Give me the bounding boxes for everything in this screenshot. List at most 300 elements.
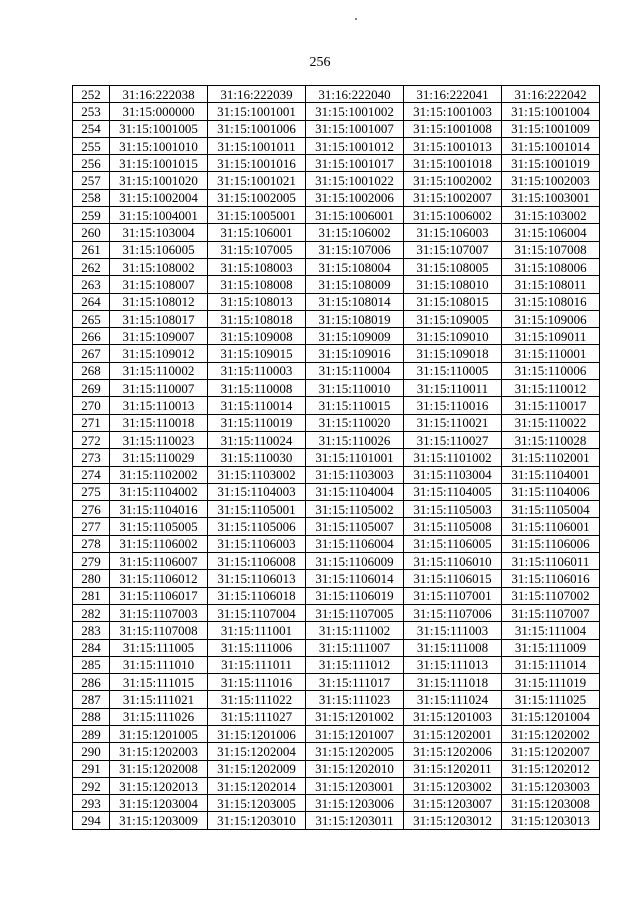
row-number-cell: 281 (73, 587, 110, 604)
cadastral-code-cell: 31:15:107007 (404, 241, 502, 258)
table-row (73, 674, 600, 691)
table-row (73, 103, 600, 120)
cadastral-code-cell: 31:15:1106012 (110, 570, 208, 587)
row-number-cell: 277 (73, 518, 110, 535)
cadastral-code-cell: 31:15:110005 (404, 362, 502, 379)
table-row (73, 725, 600, 742)
cadastral-code-cell: 31:15:1101002 (404, 449, 502, 466)
table-row (73, 535, 600, 552)
cadastral-code-cell: 31:15:1006002 (404, 207, 502, 224)
cadastral-code-cell: 31:15:111019 (502, 674, 600, 691)
cadastral-code-cell: 31:15:1106015 (404, 570, 502, 587)
cadastral-code-cell: 31:15:1202013 (110, 777, 208, 794)
table-row (73, 431, 600, 448)
cadastral-code-cell: 31:15:111011 (208, 656, 306, 673)
cadastral-code-cell: 31:15:1104005 (404, 483, 502, 500)
cadastral-code-cell: 31:15:1106007 (110, 553, 208, 570)
cadastral-code-cell: 31:15:110001 (502, 345, 600, 362)
cadastral-code-cell: 31:15:1106019 (306, 587, 404, 604)
table-row (73, 224, 600, 241)
cadastral-code-cell: 31:15:109009 (306, 328, 404, 345)
cadastral-code-cell: 31:15:1107008 (110, 622, 208, 639)
table-row (73, 328, 600, 345)
cadastral-code-cell: 31:15:110016 (404, 397, 502, 414)
cadastral-code-cell: 31:15:1201006 (208, 725, 306, 742)
cadastral-code-cell: 31:15:1107002 (502, 587, 600, 604)
cadastral-code-cell: 31:15:1203004 (110, 795, 208, 812)
cadastral-code-cell: 31:16:222042 (502, 86, 600, 103)
cadastral-code-cell: 31:15:111026 (110, 708, 208, 725)
cadastral-code-cell: 31:15:1106017 (110, 587, 208, 604)
cadastral-code-cell: 31:15:1001007 (306, 120, 404, 137)
table-row (73, 414, 600, 431)
row-number-cell: 282 (73, 604, 110, 621)
cadastral-code-cell: 31:15:109006 (502, 310, 600, 327)
cadastral-code-cell: 31:15:110013 (110, 397, 208, 414)
cadastral-code-cell: 31:15:1105002 (306, 501, 404, 518)
table-row (73, 310, 600, 327)
cadastral-code-cell: 31:15:1001005 (110, 120, 208, 137)
table-row (73, 120, 600, 137)
cadastral-code-cell: 31:15:1107006 (404, 604, 502, 621)
cadastral-code-cell: 31:15:109005 (404, 310, 502, 327)
cadastral-code-cell: 31:15:1005001 (208, 207, 306, 224)
cadastral-code-cell: 31:15:108017 (110, 310, 208, 327)
cadastral-code-cell: 31:15:108009 (306, 276, 404, 293)
cadastral-code-cell: 31:15:111004 (502, 622, 600, 639)
table-row (73, 743, 600, 760)
cadastral-code-cell: 31:15:110002 (110, 362, 208, 379)
cadastral-code-cell: 31:15:110015 (306, 397, 404, 414)
row-number-cell: 257 (73, 172, 110, 189)
cadastral-code-cell: 31:15:1106002 (110, 535, 208, 552)
cadastral-code-cell: 31:15:1203001 (306, 777, 404, 794)
cadastral-code-cell: 31:15:1203012 (404, 812, 502, 829)
cadastral-code-cell: 31:16:222038 (110, 86, 208, 103)
cadastral-code-cell: 31:15:1202008 (110, 760, 208, 777)
row-number-cell: 286 (73, 674, 110, 691)
cadastral-code-cell: 31:15:110004 (306, 362, 404, 379)
cadastral-code-cell: 31:15:109018 (404, 345, 502, 362)
cadastral-code-cell: 31:15:1107005 (306, 604, 404, 621)
row-number-cell: 264 (73, 293, 110, 310)
cadastral-code-cell: 31:15:1003001 (502, 189, 600, 206)
cadastral-code-cell: 31:15:1001016 (208, 155, 306, 172)
row-number-cell: 267 (73, 345, 110, 362)
cadastral-code-cell: 31:15:1107003 (110, 604, 208, 621)
table-row (73, 760, 600, 777)
cadastral-code-cell: 31:15:1107001 (404, 587, 502, 604)
table-row (73, 587, 600, 604)
cadastral-code-cell: 31:15:109015 (208, 345, 306, 362)
cadastral-code-cell: 31:15:110023 (110, 431, 208, 448)
cadastral-code-cell: 31:15:1001012 (306, 137, 404, 154)
row-number-cell: 276 (73, 501, 110, 518)
cadastral-code-cell: 31:15:111013 (404, 656, 502, 673)
cadastral-code-cell: 31:15:110024 (208, 431, 306, 448)
cadastral-code-cell: 31:15:111006 (208, 639, 306, 656)
cadastral-code-cell: 31:15:111007 (306, 639, 404, 656)
table-row (73, 189, 600, 206)
row-number-cell: 258 (73, 189, 110, 206)
cadastral-code-cell: 31:15:111014 (502, 656, 600, 673)
cadastral-code-cell: 31:15:108015 (404, 293, 502, 310)
cadastral-code-cell: 31:15:108011 (502, 276, 600, 293)
cadastral-code-cell: 31:15:109011 (502, 328, 600, 345)
cadastral-code-cell: 31:15:111015 (110, 674, 208, 691)
row-number-cell: 254 (73, 120, 110, 137)
cadastral-code-cell: 31:15:110029 (110, 449, 208, 466)
table-row (73, 501, 600, 518)
cadastral-code-cell: 31:15:1001017 (306, 155, 404, 172)
cadastral-code-cell: 31:15:1203005 (208, 795, 306, 812)
cadastral-code-cell: 31:15:1002004 (110, 189, 208, 206)
cadastral-code-cell: 31:15:106003 (404, 224, 502, 241)
cadastral-code-cell: 31:15:110012 (502, 380, 600, 397)
cadastral-code-cell: 31:15:1106001 (502, 518, 600, 535)
cadastral-code-cell: 31:15:1104016 (110, 501, 208, 518)
cadastral-code-cell: 31:15:108010 (404, 276, 502, 293)
row-number-cell: 293 (73, 795, 110, 812)
cadastral-code-cell: 31:15:109010 (404, 328, 502, 345)
cadastral-code-cell: 31:15:110003 (208, 362, 306, 379)
cadastral-code-cell: 31:15:1103004 (404, 466, 502, 483)
cadastral-code-cell: 31:15:1002002 (404, 172, 502, 189)
row-number-cell: 279 (73, 553, 110, 570)
cadastral-code-cell: 31:15:1202002 (502, 725, 600, 742)
row-number-cell: 287 (73, 691, 110, 708)
cadastral-code-cell: 31:16:222041 (404, 86, 502, 103)
cadastral-code-cell: 31:15:106004 (502, 224, 600, 241)
row-number-cell: 266 (73, 328, 110, 345)
table-row (73, 276, 600, 293)
table-row (73, 604, 600, 621)
cadastral-code-cell: 31:15:1001014 (502, 137, 600, 154)
row-number-cell: 278 (73, 535, 110, 552)
cadastral-code-cell: 31:15:1103002 (208, 466, 306, 483)
cadastral-code-cell: 31:15:1202009 (208, 760, 306, 777)
row-number-cell: 288 (73, 708, 110, 725)
table-row (73, 639, 600, 656)
cadastral-code-cell: 31:15:1107007 (502, 604, 600, 621)
cadastral-code-cell: 31:15:1106016 (502, 570, 600, 587)
cadastral-code-cell: 31:15:108019 (306, 310, 404, 327)
table-body (73, 86, 600, 830)
cadastral-code-cell: 31:15:103002 (502, 207, 600, 224)
row-number-cell: 253 (73, 103, 110, 120)
cadastral-code-cell: 31:15:109007 (110, 328, 208, 345)
table-row (73, 397, 600, 414)
cadastral-code-cell: 31:15:1001022 (306, 172, 404, 189)
cadastral-code-cell: 31:15:1105001 (208, 501, 306, 518)
cadastral-code-cell: 31:15:108006 (502, 258, 600, 275)
row-number-cell: 291 (73, 760, 110, 777)
table-row (73, 449, 600, 466)
cadastral-table (72, 85, 600, 830)
cadastral-code-cell: 31:15:1105003 (404, 501, 502, 518)
cadastral-code-cell: 31:15:1202001 (404, 725, 502, 742)
cadastral-code-cell: 31:15:1106009 (306, 553, 404, 570)
cadastral-code-cell: 31:15:1105004 (502, 501, 600, 518)
row-number-cell: 294 (73, 812, 110, 829)
cadastral-code-cell: 31:15:110022 (502, 414, 600, 431)
cadastral-code-cell: 31:15:111009 (502, 639, 600, 656)
row-number-cell: 270 (73, 397, 110, 414)
cadastral-code-cell: 31:15:111024 (404, 691, 502, 708)
cadastral-code-cell: 31:16:222039 (208, 86, 306, 103)
cadastral-code-cell: 31:15:110018 (110, 414, 208, 431)
cadastral-code-cell: 31:15:108012 (110, 293, 208, 310)
cadastral-code-cell: 31:15:1002007 (404, 189, 502, 206)
cadastral-code-cell: 31:15:110010 (306, 380, 404, 397)
cadastral-code-cell: 31:15:110030 (208, 449, 306, 466)
cadastral-code-cell: 31:15:110028 (502, 431, 600, 448)
row-number-cell: 252 (73, 86, 110, 103)
row-number-cell: 255 (73, 137, 110, 154)
row-number-cell: 263 (73, 276, 110, 293)
cadastral-code-cell: 31:15:1002003 (502, 172, 600, 189)
cadastral-code-cell: 31:15:1001004 (502, 103, 600, 120)
cadastral-code-cell: 31:15:110014 (208, 397, 306, 414)
cadastral-code-cell: 31:15:1201005 (110, 725, 208, 742)
cadastral-code-cell: 31:15:1106003 (208, 535, 306, 552)
cadastral-code-cell: 31:15:111025 (502, 691, 600, 708)
cadastral-code-cell: 31:15:108016 (502, 293, 600, 310)
row-number-cell: 272 (73, 431, 110, 448)
cadastral-code-cell: 31:15:1001020 (110, 172, 208, 189)
cadastral-code-cell: 31:15:1106014 (306, 570, 404, 587)
cadastral-code-cell: 31:15:111001 (208, 622, 306, 639)
cadastral-code-cell: 31:15:1202003 (110, 743, 208, 760)
cadastral-code-cell: 31:15:1103003 (306, 466, 404, 483)
cadastral-code-cell: 31:15:1202010 (306, 760, 404, 777)
row-number-cell: 275 (73, 483, 110, 500)
cadastral-code-cell: 31:15:1106013 (208, 570, 306, 587)
cadastral-code-cell: 31:15:110017 (502, 397, 600, 414)
cadastral-code-cell: 31:15:106002 (306, 224, 404, 241)
cadastral-code-cell: 31:15:1203011 (306, 812, 404, 829)
cadastral-code-cell: 31:15:1203002 (404, 777, 502, 794)
cadastral-code-cell: 31:15:1105008 (404, 518, 502, 535)
table-row (73, 622, 600, 639)
table-row (73, 293, 600, 310)
row-number-cell: 280 (73, 570, 110, 587)
cadastral-code-cell: 31:15:1001002 (306, 103, 404, 120)
cadastral-code-cell: 31:15:1105007 (306, 518, 404, 535)
table-row (73, 241, 600, 258)
cadastral-code-cell: 31:15:1105005 (110, 518, 208, 535)
cadastral-code-cell: 31:15:110006 (502, 362, 600, 379)
cadastral-code-cell: 31:15:1004001 (110, 207, 208, 224)
cadastral-code-cell: 31:15:1202006 (404, 743, 502, 760)
cadastral-code-cell: 31:15:1202012 (502, 760, 600, 777)
cadastral-code-cell: 31:15:111016 (208, 674, 306, 691)
cadastral-code-cell: 31:15:1001001 (208, 103, 306, 120)
cadastral-code-cell: 31:16:222040 (306, 86, 404, 103)
cadastral-code-cell: 31:15:107005 (208, 241, 306, 258)
cadastral-code-cell: 31:15:1203007 (404, 795, 502, 812)
cadastral-code-cell: 31:15:111023 (306, 691, 404, 708)
cadastral-code-cell: 31:15:1001006 (208, 120, 306, 137)
cadastral-code-cell: 31:15:1202005 (306, 743, 404, 760)
cadastral-code-cell: 31:15:111010 (110, 656, 208, 673)
cadastral-code-cell: 31:15:110021 (404, 414, 502, 431)
cadastral-code-cell: 31:15:111012 (306, 656, 404, 673)
table-row (73, 777, 600, 794)
table-row (73, 466, 600, 483)
table-row (73, 691, 600, 708)
row-number-cell: 259 (73, 207, 110, 224)
table-row (73, 570, 600, 587)
cadastral-code-cell: 31:15:1203009 (110, 812, 208, 829)
cadastral-code-cell: 31:15:109008 (208, 328, 306, 345)
table-row (73, 155, 600, 172)
row-number-cell: 269 (73, 380, 110, 397)
cadastral-code-cell: 31:15:1006001 (306, 207, 404, 224)
cadastral-code-cell: 31:15:110020 (306, 414, 404, 431)
row-number-cell: 283 (73, 622, 110, 639)
row-number-cell: 260 (73, 224, 110, 241)
cadastral-code-cell: 31:15:1104006 (502, 483, 600, 500)
cadastral-code-cell: 31:15:1001019 (502, 155, 600, 172)
row-number-cell: 292 (73, 777, 110, 794)
cadastral-code-cell: 31:15:1001003 (404, 103, 502, 120)
cadastral-code-cell: 31:15:108014 (306, 293, 404, 310)
cadastral-code-cell: 31:15:1203010 (208, 812, 306, 829)
cadastral-code-cell: 31:15:000000 (110, 103, 208, 120)
cadastral-code-cell: 31:15:1201007 (306, 725, 404, 742)
cadastral-code-cell: 31:15:109012 (110, 345, 208, 362)
row-number-cell: 290 (73, 743, 110, 760)
table-row (73, 795, 600, 812)
cadastral-code-cell: 31:15:1002005 (208, 189, 306, 206)
table-row (73, 172, 600, 189)
cadastral-code-cell: 31:15:1001009 (502, 120, 600, 137)
cadastral-code-cell: 31:15:1201002 (306, 708, 404, 725)
table-row (73, 362, 600, 379)
row-number-cell: 256 (73, 155, 110, 172)
row-number-cell: 284 (73, 639, 110, 656)
cadastral-code-cell: 31:15:111002 (306, 622, 404, 639)
cadastral-code-cell: 31:15:1202007 (502, 743, 600, 760)
row-number-cell: 274 (73, 466, 110, 483)
cadastral-code-cell: 31:15:111027 (208, 708, 306, 725)
row-number-cell: 273 (73, 449, 110, 466)
cadastral-code-cell: 31:15:1106005 (404, 535, 502, 552)
row-number-cell: 271 (73, 414, 110, 431)
row-number-cell: 265 (73, 310, 110, 327)
cadastral-code-cell: 31:15:1001008 (404, 120, 502, 137)
page-number: 256 (309, 55, 331, 70)
cadastral-code-cell: 31:15:1001015 (110, 155, 208, 172)
cadastral-code-cell: 31:15:1202004 (208, 743, 306, 760)
cadastral-code-cell: 31:15:111017 (306, 674, 404, 691)
table-row (73, 137, 600, 154)
table-row (73, 518, 600, 535)
cadastral-code-cell: 31:15:108002 (110, 258, 208, 275)
row-number-cell: 289 (73, 725, 110, 742)
cadastral-code-cell: 31:15:1002006 (306, 189, 404, 206)
cadastral-code-cell: 31:15:108013 (208, 293, 306, 310)
cadastral-code-cell: 31:15:1102001 (502, 449, 600, 466)
cadastral-code-cell: 31:15:107008 (502, 241, 600, 258)
cadastral-code-cell: 31:15:1106006 (502, 535, 600, 552)
cadastral-code-cell: 31:15:1107004 (208, 604, 306, 621)
cadastral-code-cell: 31:15:103004 (110, 224, 208, 241)
scan-speck (355, 18, 357, 20)
table-row (73, 483, 600, 500)
cadastral-code-cell: 31:15:1104003 (208, 483, 306, 500)
cadastral-code-cell: 31:15:1001018 (404, 155, 502, 172)
cadastral-code-cell: 31:15:111021 (110, 691, 208, 708)
cadastral-code-cell: 31:15:111018 (404, 674, 502, 691)
cadastral-code-cell: 31:15:111008 (404, 639, 502, 656)
cadastral-code-cell: 31:15:1101001 (306, 449, 404, 466)
cadastral-code-cell: 31:15:110008 (208, 380, 306, 397)
row-number-cell: 285 (73, 656, 110, 673)
cadastral-code-cell: 31:15:108008 (208, 276, 306, 293)
cadastral-code-cell: 31:15:1105006 (208, 518, 306, 535)
cadastral-code-cell: 31:15:1202011 (404, 760, 502, 777)
row-number-cell: 268 (73, 362, 110, 379)
table-row (73, 86, 600, 103)
cadastral-code-cell: 31:15:1106004 (306, 535, 404, 552)
cadastral-code-cell: 31:15:1106018 (208, 587, 306, 604)
table-row (73, 345, 600, 362)
cadastral-code-cell: 31:15:106001 (208, 224, 306, 241)
row-number-cell: 261 (73, 241, 110, 258)
cadastral-code-cell: 31:15:1104004 (306, 483, 404, 500)
table-row (73, 553, 600, 570)
cadastral-code-cell: 31:15:108003 (208, 258, 306, 275)
cadastral-code-cell: 31:15:111005 (110, 639, 208, 656)
cadastral-code-cell: 31:15:1001021 (208, 172, 306, 189)
table-row (73, 207, 600, 224)
cadastral-code-cell: 31:15:110026 (306, 431, 404, 448)
cadastral-code-cell: 31:15:1106008 (208, 553, 306, 570)
cadastral-code-cell: 31:15:111003 (404, 622, 502, 639)
table-row (73, 380, 600, 397)
cadastral-code-cell: 31:15:107006 (306, 241, 404, 258)
table-row (73, 812, 600, 829)
table-row (73, 258, 600, 275)
cadastral-code-cell: 31:15:106005 (110, 241, 208, 258)
cadastral-code-cell: 31:15:109016 (306, 345, 404, 362)
cadastral-code-cell: 31:15:1201004 (502, 708, 600, 725)
cadastral-code-cell: 31:15:110019 (208, 414, 306, 431)
cadastral-code-cell: 31:15:1104002 (110, 483, 208, 500)
cadastral-code-cell: 31:15:1001013 (404, 137, 502, 154)
cadastral-code-cell: 31:15:108005 (404, 258, 502, 275)
table-row (73, 656, 600, 673)
cadastral-code-cell: 31:15:1102002 (110, 466, 208, 483)
cadastral-code-cell: 31:15:1001010 (110, 137, 208, 154)
cadastral-code-cell: 31:15:1202014 (208, 777, 306, 794)
cadastral-code-cell: 31:15:1106011 (502, 553, 600, 570)
cadastral-code-cell: 31:15:108007 (110, 276, 208, 293)
cadastral-code-cell: 31:15:108004 (306, 258, 404, 275)
row-number-cell: 262 (73, 258, 110, 275)
cadastral-code-cell: 31:15:111022 (208, 691, 306, 708)
table-row (73, 708, 600, 725)
cadastral-code-cell: 31:15:1104001 (502, 466, 600, 483)
cadastral-code-cell: 31:15:1203006 (306, 795, 404, 812)
cadastral-code-cell: 31:15:110027 (404, 431, 502, 448)
cadastral-code-cell: 31:15:1106010 (404, 553, 502, 570)
cadastral-code-cell: 31:15:110011 (404, 380, 502, 397)
cadastral-code-cell: 31:15:110007 (110, 380, 208, 397)
cadastral-code-cell: 31:15:1001011 (208, 137, 306, 154)
